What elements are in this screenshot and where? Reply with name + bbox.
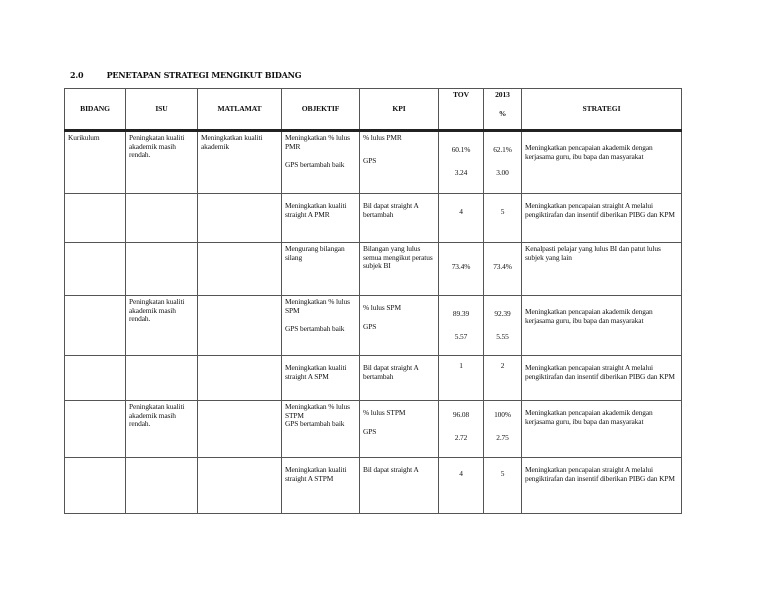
- cell-matlamat: [198, 243, 282, 296]
- cell-tov: 4: [439, 194, 484, 243]
- kpi-secondary: GPS: [363, 321, 377, 331]
- objektif-primary: Meningkatkan % lulus PMR: [285, 133, 350, 151]
- cell-target: 5: [484, 194, 522, 243]
- objektif-secondary: GPS bertambah baik: [285, 419, 345, 429]
- cell-matlamat: [198, 356, 282, 401]
- cell-bidang: [65, 401, 126, 458]
- col-kpi: KPI: [360, 89, 439, 131]
- col-tov: TOV: [439, 89, 484, 131]
- table-row: [65, 401, 682, 458]
- cell-strategi: Meningkatkan pencapaian straight A melalui pengiktirafan dan insentif diberikan PIBG dan KPM: [522, 458, 682, 514]
- cell-target: [484, 131, 522, 194]
- col-bidang: BIDANG: [65, 89, 126, 131]
- col-objektif: OBJEKTIF: [282, 89, 360, 131]
- cell-objektif: [282, 401, 360, 458]
- table-row: [65, 131, 682, 194]
- cell-objektif: Meningkatkan kualiti straight A PMR: [282, 194, 360, 243]
- cell-objektif: Meningkatkan kualiti straight A SPM: [282, 356, 360, 401]
- target-secondary: 2.75: [496, 432, 509, 442]
- cell-bidang: [65, 356, 126, 401]
- tov-primary: 60.1%: [451, 145, 471, 154]
- table-row: [65, 243, 682, 296]
- cell-isu: Peningkatan kualiti akademik masih rendah.: [126, 296, 198, 356]
- cell-bidang: [65, 194, 126, 243]
- cell-matlamat: [198, 458, 282, 514]
- cell-target: [484, 401, 522, 458]
- cell-target: [484, 296, 522, 356]
- cell-strategi: Meningkatkan pencapaian akademik dengan kerjasama guru, ibu bapa dan masyarakat: [522, 296, 682, 356]
- cell-objektif: Mengurang bilangan silang: [282, 243, 360, 296]
- strategy-table: [64, 88, 682, 514]
- cell-tov: 1: [439, 356, 484, 401]
- cell-tov: [439, 401, 484, 458]
- cell-strategi: Meningkatkan pencapaian straight A melalui pengiktirafan dan insentif diberikan PIBG dan KPM: [522, 356, 682, 401]
- table-row: [65, 356, 682, 401]
- header-row: [65, 89, 682, 131]
- cell-kpi: [360, 401, 439, 458]
- cell-bidang: [65, 296, 126, 356]
- cell-isu: Peningkatan kualiti akademik masih rendah.: [126, 401, 198, 458]
- kpi-secondary: GPS: [363, 155, 377, 165]
- cell-isu: [126, 243, 198, 296]
- cell-kpi: [360, 296, 439, 356]
- objektif-primary: Meningkatkan % lulus SPM: [285, 297, 350, 315]
- target-primary: 92.39: [494, 309, 511, 318]
- objektif-secondary: GPS bertambah baik: [285, 324, 345, 334]
- cell-isu: [126, 356, 198, 401]
- col-matlamat: MATLAMAT: [198, 89, 282, 131]
- tov-secondary: 5.57: [454, 331, 468, 341]
- tov-primary: 89.39: [452, 309, 470, 318]
- objektif-secondary: GPS bertambah baik: [285, 160, 345, 170]
- target-primary: 100%: [494, 410, 511, 419]
- table-row: [65, 194, 682, 243]
- target-primary: 62.1%: [493, 145, 512, 154]
- cell-objektif: [282, 296, 360, 356]
- cell-target: 73.4%: [484, 243, 522, 296]
- cell-bidang: Kurikulum: [65, 131, 126, 194]
- cell-isu: [126, 458, 198, 514]
- cell-bidang: [65, 243, 126, 296]
- cell-isu: [126, 194, 198, 243]
- cell-objektif: Meningkatkan kualiti straight A STPM: [282, 458, 360, 514]
- cell-kpi: Bilangan yang lulus semua mengikut peratus subjek BI: [360, 243, 439, 296]
- cell-objektif: [282, 131, 360, 194]
- cell-tov: 4: [439, 458, 484, 514]
- cell-strategi: Kenalpasti pelajar yang lulus BI dan patut lulus subjek yang lain: [522, 243, 682, 296]
- cell-target: 5: [484, 458, 522, 514]
- tov-secondary: 3.24: [454, 167, 468, 177]
- target-secondary: 5.55: [496, 331, 509, 341]
- tov-secondary: 2.72: [454, 432, 468, 442]
- cell-kpi: Bil dapat straight A: [360, 458, 439, 514]
- cell-target: 2: [484, 356, 522, 401]
- cell-matlamat: Meningkatkan kualiti akademik: [198, 131, 282, 194]
- cell-strategi: Meningkatkan pencapaian akademik dengan kerjasama guru, ibu bapa dan masyarakat: [522, 131, 682, 194]
- cell-isu: Peningkatan kualiti akademik masih rendah.: [126, 131, 198, 194]
- kpi-secondary: GPS: [363, 426, 377, 436]
- kpi-primary: % lulus SPM: [363, 303, 401, 312]
- cell-strategi: Meningkatkan pencapaian akademik dengan kerjasama guru, ibu bapa dan masyarakat: [522, 401, 682, 458]
- cell-bidang: [65, 458, 126, 514]
- col-target-year: 2013: [495, 90, 510, 99]
- table-row: [65, 296, 682, 356]
- target-secondary: 3.00: [496, 167, 509, 177]
- cell-kpi: Bil dapat straight A bertambah: [360, 194, 439, 243]
- table-row: [65, 458, 682, 514]
- objektif-primary: Meningkatkan % lulus STPM: [285, 402, 350, 420]
- col-strategi: STRATEGI: [522, 89, 682, 131]
- cell-kpi: Bil dapat straight A bertambah: [360, 356, 439, 401]
- col-target: [484, 89, 522, 131]
- cell-tov: 73.4%: [439, 243, 484, 296]
- cell-kpi: [360, 131, 439, 194]
- tov-primary: 96.08: [452, 410, 470, 419]
- section-heading: [70, 70, 301, 80]
- section-number: 2.0: [70, 70, 84, 80]
- col-target-unit: %: [498, 108, 507, 118]
- cell-tov: [439, 296, 484, 356]
- cell-strategi: Meningkatkan pencapaian straight A melalui pengiktirafan dan insentif diberikan PIBG dan KPM: [522, 194, 682, 243]
- kpi-primary: % lulus STPM: [363, 408, 406, 417]
- cell-matlamat: [198, 296, 282, 356]
- section-title: PENETAPAN STRATEGI MENGIKUT BIDANG: [106, 70, 302, 80]
- cell-tov: [439, 131, 484, 194]
- cell-matlamat: [198, 194, 282, 243]
- kpi-primary: % lulus PMR: [363, 133, 402, 142]
- col-isu: ISU: [126, 89, 198, 131]
- cell-matlamat: [198, 401, 282, 458]
